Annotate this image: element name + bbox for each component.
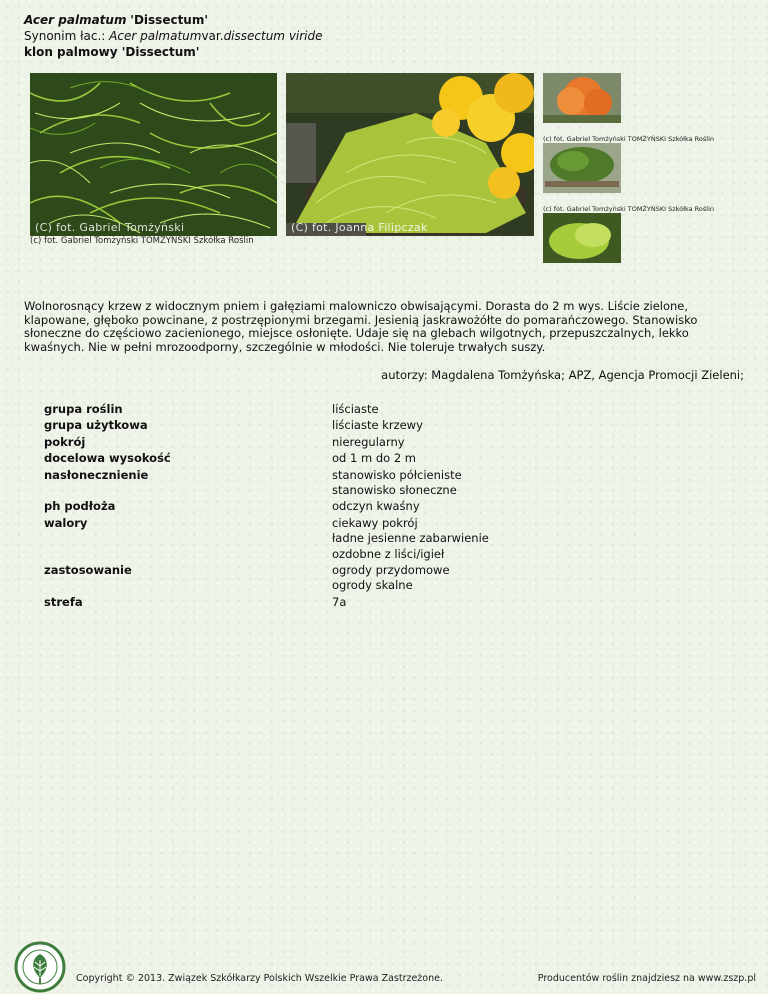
second-photo-watermark: (C) fot. Joanna Filipczak xyxy=(291,221,428,234)
authors: autorzy: Magdalena Tomżyńska; APZ, Agencja Promocji Zieleni; xyxy=(381,368,744,382)
properties-table xyxy=(44,402,524,611)
cultivar-name: 'Dissectum' xyxy=(130,13,209,27)
property-row xyxy=(44,402,524,417)
main-photo-image xyxy=(30,73,277,236)
property-row xyxy=(44,563,524,594)
thumbnail-3[interactable] xyxy=(543,213,621,263)
footer-copyright: Copyright © 2013. Związek Szkółkarzy Polskich Wszelkie Prawa Zastrzeżone. xyxy=(76,973,443,984)
plant-title xyxy=(24,12,323,28)
synonym-var: var. xyxy=(201,29,224,43)
property-row xyxy=(44,468,524,499)
synonym-variety: dissectum viride xyxy=(223,29,323,43)
property-value: ciekawy pokrój xyxy=(332,515,418,530)
property-value: ładne jesienne zabarwienie xyxy=(332,531,489,546)
synonym-latin: Acer palmatum xyxy=(109,29,202,43)
synonym-prefix: Synonim łac.: xyxy=(24,29,106,43)
property-value: liściaste krzewy xyxy=(332,418,423,433)
property-label: nasłonecznienie xyxy=(44,467,149,482)
property-value: stanowisko półcieniste xyxy=(332,467,462,482)
latin-name: Acer palmatum xyxy=(24,13,127,27)
property-value: liściaste xyxy=(332,402,379,416)
property-label: docelowa wysokość xyxy=(44,451,171,466)
property-value: nieregularny xyxy=(332,434,405,449)
polish-name: klon palmowy 'Dissectum' xyxy=(24,45,200,59)
property-label: zastosowanie xyxy=(44,563,132,578)
property-label: pokrój xyxy=(44,434,86,449)
property-label: grupa użytkowa xyxy=(44,418,148,433)
property-value: odczyn kwaśny xyxy=(332,499,420,514)
main-photo-watermark: (C) fot. Gabriel Tomżyński xyxy=(35,221,185,234)
thumbnail-1-caption: (c) fot. Gabriel Tomżyński TOMŻYŃSKI Szkółka Roślin xyxy=(543,135,714,143)
property-value: ogrody przydomowe xyxy=(332,563,450,578)
property-value: ozdobne z liści/igieł xyxy=(332,546,445,561)
zszp-logo-icon xyxy=(10,940,70,994)
property-row xyxy=(44,595,524,610)
thumbnail-2[interactable] xyxy=(543,143,621,193)
second-photo-image xyxy=(286,73,534,236)
main-photo[interactable] xyxy=(30,73,277,236)
property-row xyxy=(44,435,524,450)
synonym-line xyxy=(24,28,323,44)
property-row xyxy=(44,499,524,514)
thumbnail-3-image xyxy=(543,213,621,263)
main-photo-caption: (c) fot. Gabriel Tomżyński TOMZYNSKI Szkółka Roślin xyxy=(30,236,254,246)
footer-producers-link[interactable]: Producentów roślin znajdziesz na www.zszp.pl xyxy=(537,973,756,984)
plant-description: Wolnorosnący krzew z widocznym pniem i gałęziami malowniczo obwisającymi. Dorasta do 2 m wys. Liście zielone, klapowane, głęboko powcinane, z postrzępionymi brzegami. Jesienią jaskrawożółte do pomarańczowego. Stanowisko słoneczne do częściowo zacienionego, miejsce osłonięte. Udaje się na glebach wilgotnych, przepuszczalnych, lekko kwaśnych. Nie w pełni mrozoodporny, szczególnie w młodości. Nie toleruje trwałych suszy. xyxy=(24,299,698,354)
second-photo[interactable] xyxy=(286,73,534,236)
property-label: strefa xyxy=(44,594,83,609)
property-row xyxy=(44,516,524,562)
property-label: grupa roślin xyxy=(44,402,123,416)
property-value: stanowisko słoneczne xyxy=(332,483,457,498)
property-value: ogrody skalne xyxy=(332,578,413,593)
thumbnail-1[interactable] xyxy=(543,73,621,123)
property-label: walory xyxy=(44,515,88,530)
thumbnail-1-image xyxy=(543,73,621,123)
property-row xyxy=(44,451,524,466)
property-label: ph podłoża xyxy=(44,499,116,514)
plant-header xyxy=(24,12,323,60)
thumbnail-2-image xyxy=(543,143,621,193)
property-value: od 1 m do 2 m xyxy=(332,451,416,466)
property-value: 7a xyxy=(332,594,347,609)
thumbnail-2-caption: (c) fot. Gabriel Tomżyński TOMŻYŃSKI Szkółka Roślin xyxy=(543,205,714,213)
property-row xyxy=(44,418,524,433)
